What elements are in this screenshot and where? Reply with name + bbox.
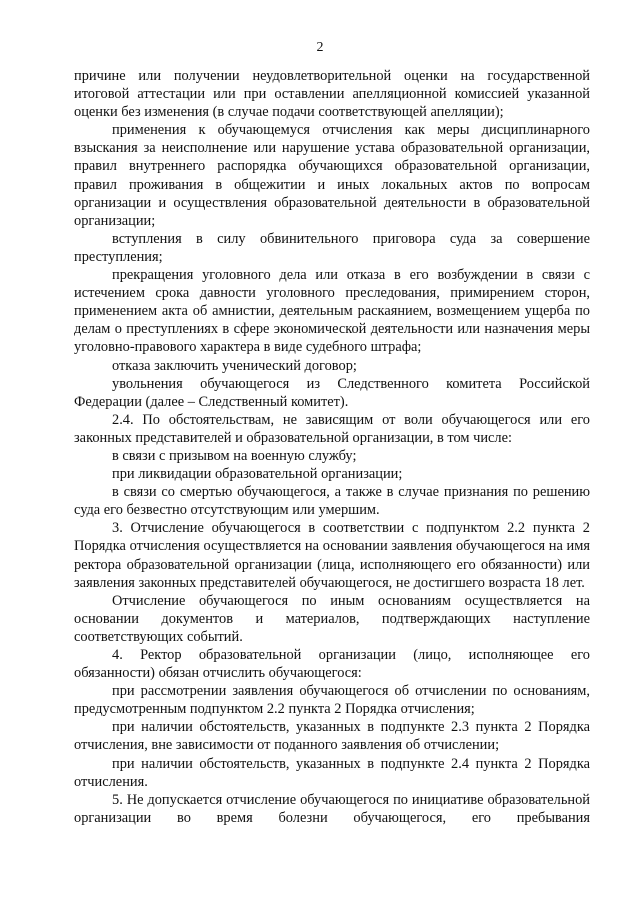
paragraph: при наличии обстоятельств, указанных в подпункте 2.3 пункта 2 Порядка отчисления, вне зависимости от поданного заявления об отчислении; <box>74 719 590 754</box>
paragraph: при наличии обстоятельств, указанных в подпункте 2.4 пункта 2 Порядка отчисления. <box>74 755 590 790</box>
paragraph: 4. Ректор образовательной организации (лицо, исполняющее его обязанности) обязан отчислить обучающегося: <box>74 647 590 682</box>
paragraph: 3. Отчисление обучающегося в соответствии с подпунктом 2.2 пункта 2 Порядка отчисления осуществляется на основании заявления обучающегося на имя ректора образовательной организации (лица, исполняющего его обязанности) или заявления законных представителей обучающегося, не достигшего возраста 18 лет. <box>74 520 590 591</box>
page-number: 2 <box>316 40 324 55</box>
paragraph: при ликвидации образовательной организации; <box>112 466 403 483</box>
paragraph: прекращения уголовного дела или отказа в его возбуждении в связи с истечением срока давности уголовного преследования, примирением сторон, применением акта об амнистии, деятельным раскаянием, возмещением ущерба по делам о преступлениях в сфере экономической деятельности или назначения меры уголовно-правового характера в виде судебного штрафа; <box>74 267 590 356</box>
paragraph: применения к обучающемуся отчисления как меры дисциплинарного взыскания за неисполнение или нарушение устава образовательной организации, правил внутреннего распорядка обучающихся образовательной организации, правил проживания в общежитии и иных локальных актов по вопросам организации и осуществления образовательной деятельности в образовательной организации; <box>74 122 590 229</box>
paragraph: причине или получении неудовлетворительной оценки на государственной итоговой аттестации или при оставлении апелляционной комиссией указанной оценки без изменения (в случае подачи соответствующей апелляции); <box>74 68 590 121</box>
paragraph: 2.4. По обстоятельствам, не зависящим от воли обучающегося или его законных представителей и образовательной организации, в том числе: <box>74 411 590 446</box>
paragraph: увольнения обучающегося из Следственного комитета Российской Федерации (далее – Следственный комитет). <box>74 375 590 410</box>
paragraph: вступления в силу обвинительного приговора суда за совершение преступления; <box>74 230 590 265</box>
document-body <box>74 67 590 827</box>
paragraph: в связи со смертью обучающегося, а также в случае признания по решению суда его безвестно отсутствующим или умершим. <box>74 484 590 519</box>
paragraph: отказа заключить ученический договор; <box>112 357 357 374</box>
paragraph: при рассмотрении заявления обучающегося об отчислении по основаниям, предусмотренным подпунктом 2.2 пункта 2 Порядка отчисления; <box>74 683 590 718</box>
paragraph: 5. Не допускается отчисление обучающегося по инициативе образовательной организации во время болезни обучающегося, его пребывания <box>74 791 590 826</box>
paragraph: Отчисление обучающегося по иным основаниям осуществляется на основании документов и материалов, подтверждающих наступление соответствующих событий. <box>74 592 590 645</box>
paragraph: в связи с призывом на военную службу; <box>112 447 357 464</box>
